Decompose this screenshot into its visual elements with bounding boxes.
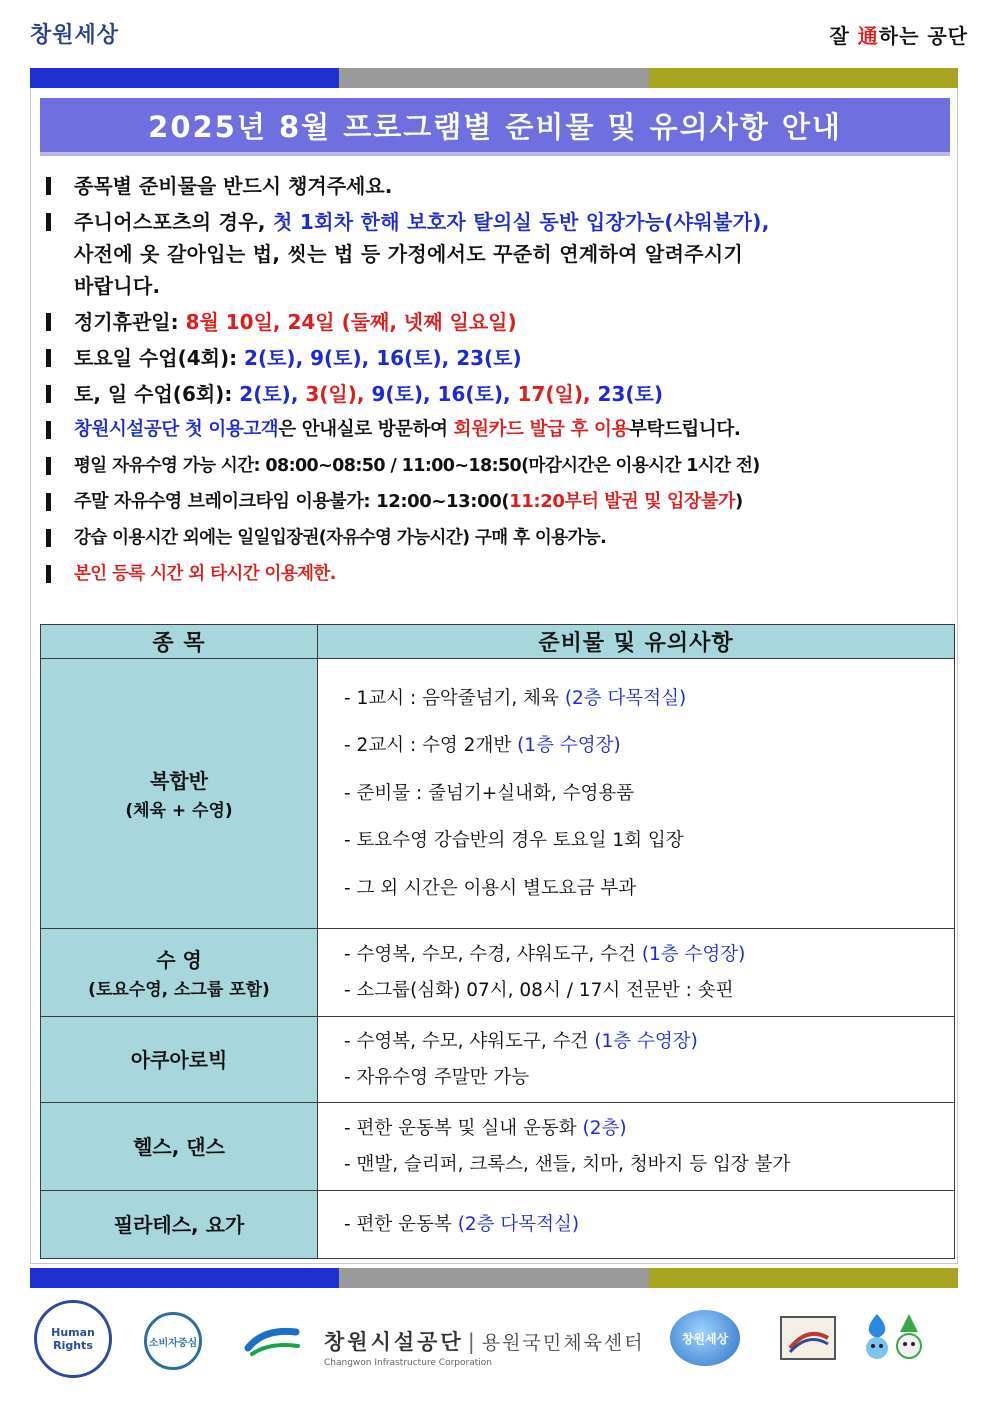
mascot-green-icon <box>894 1312 924 1364</box>
table-row <box>41 1191 955 1259</box>
city-logo-footer: 창원세상 <box>670 1310 740 1366</box>
slogan: 잘 通하는 공단 <box>829 24 968 48</box>
category-cell: 복합반 (체육 + 수영) <box>41 659 318 929</box>
header-items: 준비물 및 유의사항 <box>318 625 955 659</box>
footer <box>30 1296 958 1386</box>
bottom-color-bar <box>30 1268 958 1288</box>
page-title-box <box>40 98 950 156</box>
note-junior-sports: 주니어스포츠의 경우, 첫 1회차 한해 보호자 탈의실 동반 입장가능(샤워불가), 사전에 옷 갈아입는 법, 씻는 법 등 가정에서도 꾸준히 연계하여 알려주시기 바랍니다. <box>44 206 944 302</box>
table-row <box>41 1017 955 1103</box>
mascot-blue-icon <box>862 1312 892 1364</box>
category-cell: 아쿠아로빅 <box>41 1017 318 1103</box>
notice-list <box>44 170 944 594</box>
top-color-bar <box>30 68 958 88</box>
items-cell: - 편한 운동복 및 실내 운동화 (2층) - 맨발, 슬리퍼, 크록스, 샌들, 치마, 청바지 등 입장 불가 <box>318 1103 955 1191</box>
corp-mark-icon <box>244 1322 304 1366</box>
category-cell: 필라테스, 요가 <box>41 1191 318 1259</box>
corp-identity: 창원시설공단 | 용원국민체육센터 Changwon Infrastructure Corporation <box>324 1330 645 1368</box>
category-cell: 헬스, 댄스 <box>41 1103 318 1191</box>
items-cell: - 수영복, 수모, 샤워도구, 수건 (1층 수영장) - 자유수영 주말만 가능 <box>318 1017 955 1103</box>
city-logo <box>30 18 119 49</box>
certificate-flag-icon <box>780 1316 836 1360</box>
note-prepare: 종목별 준비물을 반드시 챙겨주세요. <box>44 170 944 202</box>
note-weekend-classes: 토, 일 수업(6회): 2(토), 3(일), 9(토), 16(토), 17(일), 23(토) <box>44 378 944 410</box>
note-weekday-free-swim: 평일 자유수영 가능 시간: 08:00~08:50 / 11:00~18:50(마감시간은 이용시간 1시간 전) <box>44 450 944 482</box>
ccm-logo: 소비자중심 <box>144 1312 202 1370</box>
header-category: 종 목 <box>41 625 318 659</box>
table-row <box>41 1103 955 1191</box>
items-cell: - 수영복, 수모, 수경, 샤워도구, 수건 (1층 수영장) - 소그룹(심화) 07시, 08시 / 17시 전문반 : 숏핀 <box>318 929 955 1017</box>
table-row <box>41 929 955 1017</box>
note-weekend-break: 주말 자유수영 브레이크타임 이용불가: 12:00~13:00(11:20부터 발권 및 입장불가) <box>44 486 944 518</box>
note-time-restriction: 본인 등록 시간 외 타시간 이용제한. <box>44 558 944 590</box>
note-saturday-classes: 토요일 수업(4회): 2(토), 9(토), 16(토), 23(토) <box>44 342 944 374</box>
page-title: 2025년 8월 프로그램별 준비물 및 유의사항 안내 <box>148 109 842 144</box>
category-cell: 수 영 (토요수영, 소그룹 포함) <box>41 929 318 1017</box>
note-closed-days: 정기휴관일: 8월 10일, 24일 (둘째, 넷째 일요일) <box>44 306 944 338</box>
corp-name: 창원시설공단 <box>324 1330 464 1354</box>
table-row <box>41 659 955 929</box>
corp-name-en: Changwon Infrastructure Corporation <box>324 1358 492 1368</box>
items-cell: - 편한 운동복 (2층 다목적실) <box>318 1191 955 1259</box>
program-table <box>40 624 955 1259</box>
table-header-row <box>41 625 955 659</box>
center-name: 용원국민체육센터 <box>481 1332 645 1354</box>
city-logo-text: 창원세상 <box>30 22 120 48</box>
human-rights-logo: Human Rights <box>34 1300 112 1378</box>
note-first-visit: 창원시설공단 첫 이용고객은 안내실로 방문하여 회원카드 발급 후 이용부탁드립니다. <box>44 414 944 446</box>
items-cell: - 1교시 : 음악줄넘기, 체육 (2층 다목적실) - 2교시 : 수영 2개반 (1층 수영장) - 준비물 : 줄넘기+실내화, 수영용품 - 토요수영 강습반의 경우 토요일 1회 입장 - 그 외 시간은 이용시 별도요금 부과 <box>318 659 955 929</box>
note-daily-ticket: 강습 이용시간 외에는 일일입장권(자유수영 가능시간) 구매 후 이용가능. <box>44 522 944 554</box>
